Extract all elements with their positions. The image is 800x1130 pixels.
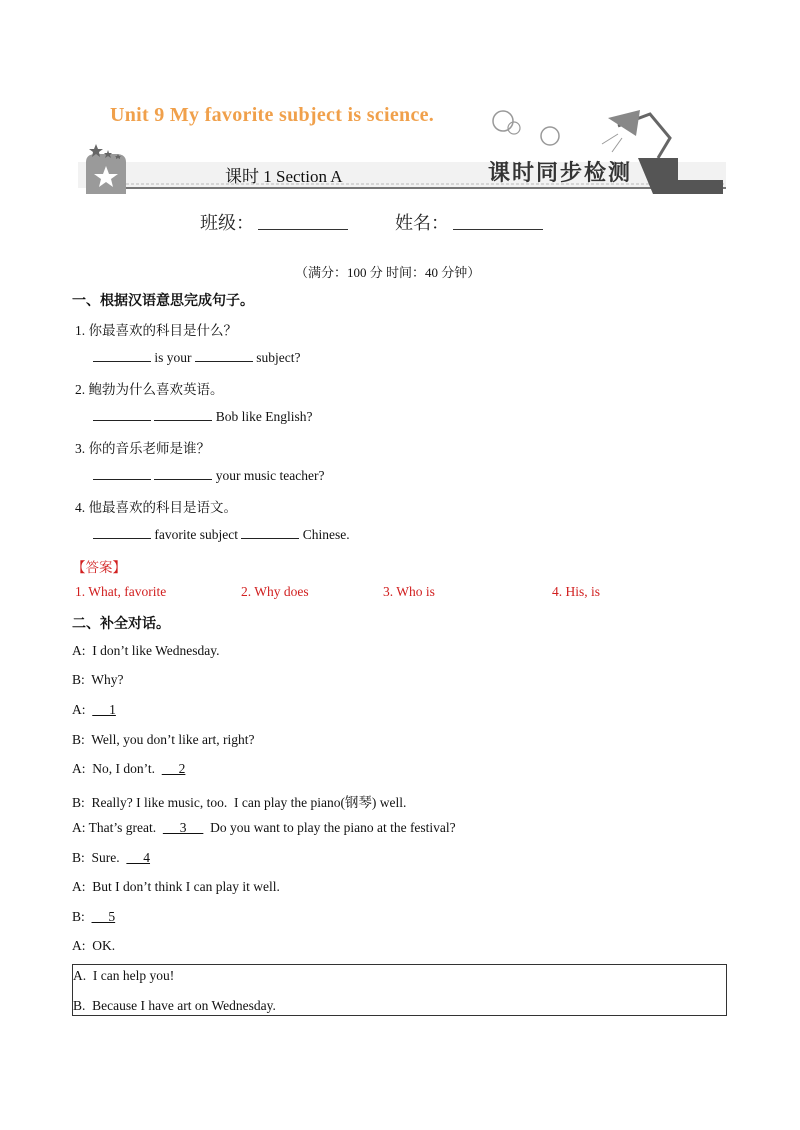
dialogue-line: A: I don’t like Wednesday. [72, 643, 220, 658]
dialogue-line: A: But I don’t think I can play it well. [72, 879, 280, 894]
blank-field[interactable] [154, 408, 212, 421]
blank-field[interactable] [154, 467, 212, 480]
question-4: 4. 他最喜欢的科目是语文。 [75, 500, 237, 515]
option-a: A. I can help you! [73, 968, 175, 983]
dialogue-blank-1[interactable]: 1 [92, 702, 116, 717]
section1-title: 一、根据汉语意思完成句子。 [72, 294, 254, 309]
question-2: 2. 鲍勃为什么喜欢英语。 [75, 382, 224, 397]
section2-title: 二、补全对话。 [72, 617, 170, 632]
dialogue-line: B: Really? I like music, too. I can play the piano(钢琴) well. [72, 795, 407, 810]
lesson-label: 课时 1 Section A [225, 167, 343, 186]
question-1: 1. 你最喜欢的科目是什么？ [75, 323, 237, 338]
dialogue-blank-3[interactable]: 3 [162, 820, 204, 835]
answer-4: 4. His, is [552, 584, 601, 599]
name-field[interactable] [453, 229, 543, 230]
answer-2: 2. Why does [241, 584, 309, 599]
answer-line-2: Bob like English? [93, 408, 313, 425]
answer-3: 3. Who is [383, 584, 435, 599]
score-time-line: （满分：100 分 时间：40 分钟） [295, 265, 481, 280]
answer-line-4: favorite subject Chinese. [93, 526, 350, 543]
dialogue-line: B: Well, you don’t like art, right? [72, 732, 255, 747]
dialogue-blank-2[interactable]: 2 [161, 761, 186, 776]
dialogue-line: B: Why? [72, 672, 124, 687]
blank-field[interactable] [93, 349, 151, 362]
dialogue-line: A: 1 [72, 702, 116, 717]
class-label: 班级： [200, 213, 254, 233]
question-3: 3. 你的音乐老师是谁？ [75, 441, 210, 456]
blank-field[interactable] [93, 467, 151, 480]
class-field[interactable] [258, 229, 348, 230]
answer-1: 1. What, favorite [75, 584, 167, 599]
answer-line-1: is your subject? [93, 349, 300, 366]
blank-field[interactable] [195, 349, 253, 362]
dialogue-blank-4[interactable]: 4 [126, 850, 151, 865]
blank-field[interactable] [93, 408, 151, 421]
unit-title: Unit 9 My favorite subject is science. [110, 104, 435, 126]
answer-line-3: your music teacher? [93, 467, 324, 484]
option-b: B. Because I have art on Wednesday. [73, 998, 276, 1013]
answer-label: 【答案】 [72, 560, 126, 575]
blank-field[interactable] [241, 526, 299, 539]
dialogue-line: B: Sure. 4 [72, 850, 151, 865]
dialogue-line: B: 5 [72, 909, 116, 924]
blank-field[interactable] [93, 526, 151, 539]
name-label: 姓名： [395, 213, 449, 233]
dialogue-blank-5[interactable]: 5 [91, 909, 116, 924]
sync-test-title: 课时同步检测 [488, 160, 633, 185]
dialogue-line: A: No, I don’t. 2 [72, 761, 186, 776]
dialogue-line: A: OK. [72, 938, 116, 953]
dialogue-line: A: That’s great. 3 Do you want to play the piano at the festival? [72, 820, 456, 835]
